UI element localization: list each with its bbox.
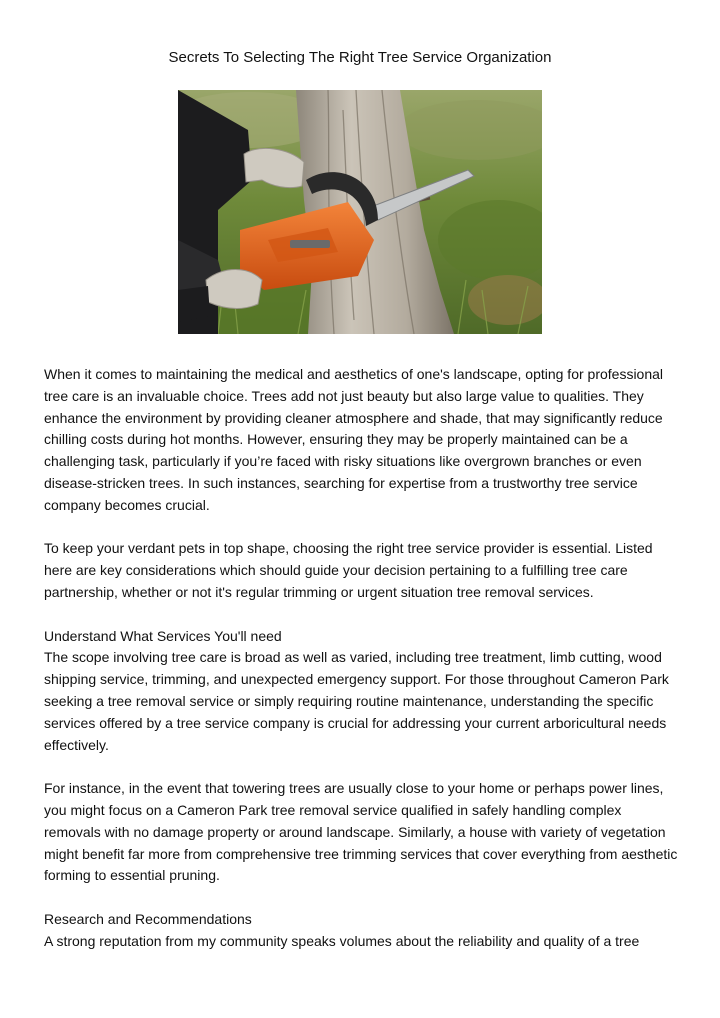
- paragraph-instance: For instance, in the event that towering trees are usually close to your home or perhaps power lines, you might focus on a Cameron Park tree removal service qualified in safely handling complex removals with no damage property or around landscape. Similarly, a house with variety of vegetation might benefit far more from comprehensive tree trimming services that cover everything from aesthetic forming to essential pruning.: [44, 780, 678, 884]
- section-services: [44, 626, 680, 757]
- chainsaw-cutting-tree-photo-icon: [178, 90, 542, 334]
- section-research: [44, 909, 680, 953]
- page-title: Secrets To Selecting The Right Tree Service Organization: [168, 49, 552, 66]
- document-body: [44, 364, 680, 974]
- paragraph-considerations: To keep your verdant pets in top shape, choosing the right tree service provider is essential. Listed here are key considerations which should guide your decision pertaining to a fulfilling tree care partnership, whether or not it's regular trimming or urgent situation tree removal services.: [44, 540, 653, 600]
- section-services-text: The scope involving tree care is broad as well as varied, including tree treatment, limb cutting, wood shipping service, trimming, and unexpected emergency support. For those throughout Cameron Park seeking a tree removal service or simply requiring routine maintenance, understanding the specific services offered by a tree service company is crucial for addressing your current arboricultural needs effectively.: [44, 649, 669, 753]
- section-heading-research: Research and Recommendations: [44, 910, 252, 927]
- hero-image: [178, 90, 542, 334]
- section-heading-services: Understand What Services You'll need: [44, 627, 282, 644]
- paragraph-intro: When it comes to maintaining the medical and aesthetics of one's landscape, opting for professional tree care is an invaluable choice. Trees add not just beauty but also large value to qualities. They enhance the environment by providing cleaner atmosphere and shade, that may significantly reduce chilling costs during hot months. However, ensuring they may be properly maintained can be a challenging task, particularly if you’re faced with risky situations like overgrown branches or even disease-stricken trees. In such instances, searching for expertise from a trustworthy tree service company becomes crucial.: [44, 366, 664, 513]
- section-research-text: A strong reputation from my community speaks volumes about the reliability and quality of a tree: [44, 932, 640, 949]
